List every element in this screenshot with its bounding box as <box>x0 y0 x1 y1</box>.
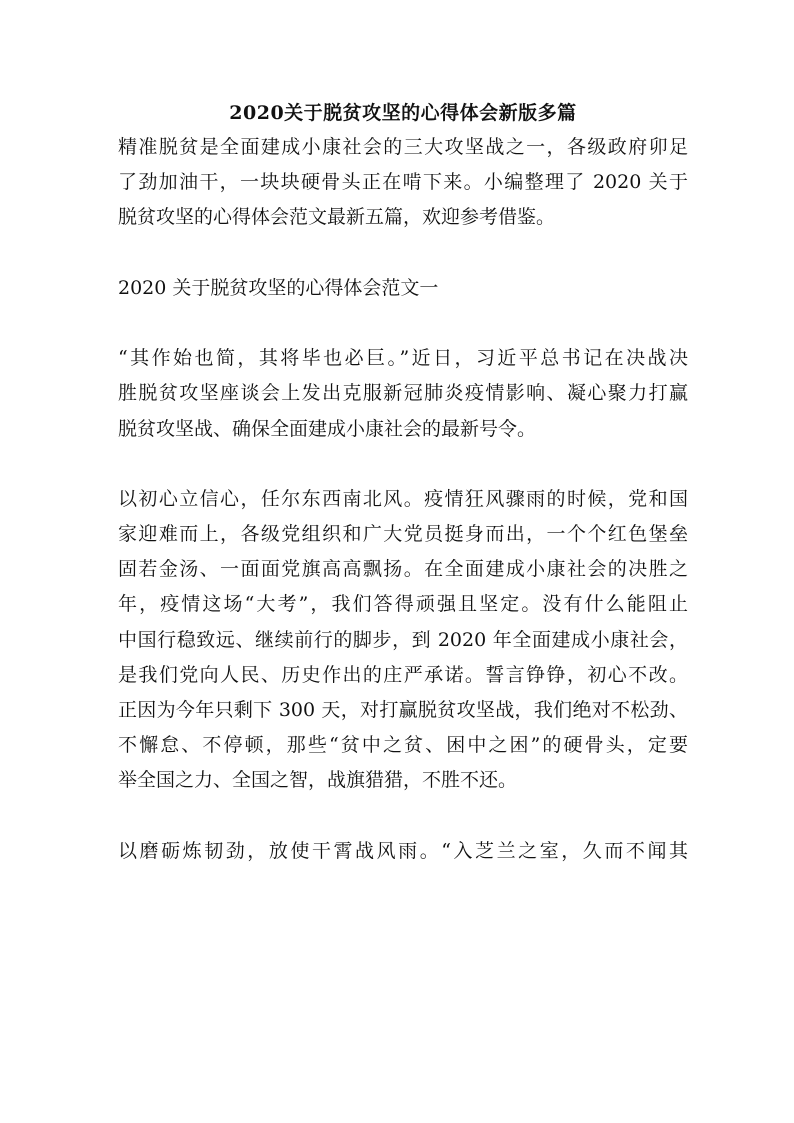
paragraph-line: 年，疫情这场“大考”，我们答得顽强且坚定。没有什么能阻止 <box>118 593 688 616</box>
section-heading <box>118 271 688 306</box>
paragraph-gap <box>118 236 688 271</box>
paragraph-line: 正因为今年只剩下 300 天，对打赢脱贫攻坚战，我们绝对不松劲、 <box>118 699 688 721</box>
paragraph-line: 脱贫攻坚战、确保全面建成小康社会的最新号令。 <box>118 417 537 440</box>
body-paragraph-3 <box>118 834 688 869</box>
paragraph-gap <box>118 799 688 834</box>
paragraph-gap <box>118 306 688 341</box>
paragraph-line: 举全国之力、全国之智，战旗猎猎，不胜不还。 <box>118 769 518 792</box>
intro-line: 精准脱贫是全面建成小康社会的三大攻坚战之一，各级政府卯足 <box>118 136 688 158</box>
paragraph-line: “其作始也简，其将毕也必巨。”近日，习近平总书记在决战决 <box>118 347 688 370</box>
paragraph-line: 是我们党向人民、历史作出的庄严承诺。誓言铮铮，初心不改。 <box>118 663 688 686</box>
intro-paragraph <box>118 130 688 236</box>
paragraph-line: 以磨砺炼韧劲，放使干霄战风雨。“入芝兰之室，久而不闻其 <box>118 839 688 862</box>
paragraph-line: 胜脱贫攻坚座谈会上发出克服新冠肺炎疫情影响、凝心聚力打赢 <box>118 382 688 405</box>
body-paragraph-2 <box>118 482 688 799</box>
paragraph-line: 家迎难而上，各级党组织和广大党员挺身而出，一个个红色堡垒 <box>118 523 688 546</box>
intro-line: 了劲加油干，一块块硬骨头正在啃下来。小编整理了 2020 关于 <box>118 171 688 194</box>
document-page <box>118 96 688 869</box>
paragraph-line: 中国行稳致远、继续前行的脚步，到 2020 年全面建成小康社会， <box>118 628 688 651</box>
paragraph-line: 固若金汤、一面面党旗高高飘扬。在全面建成小康社会的决胜之 <box>118 558 688 581</box>
document-title: 2020关于脱贫攻坚的心得体会新版多篇 <box>229 102 577 124</box>
paragraph-line: 以初心立信心，任尔东西南北风。疫情狂风骤雨的时候，党和国 <box>118 487 688 510</box>
section-heading-text: 2020 关于脱贫攻坚的心得体会范文一 <box>118 276 439 299</box>
paragraph-gap <box>118 447 688 482</box>
paragraph-line: 不懈怠、不停顿，那些“贫中之贫、困中之困”的硬骨头，定要 <box>118 734 688 757</box>
body-paragraph-1 <box>118 341 688 447</box>
intro-line: 脱贫攻坚的心得体会范文最新五篇，欢迎参考借鉴。 <box>118 206 556 229</box>
